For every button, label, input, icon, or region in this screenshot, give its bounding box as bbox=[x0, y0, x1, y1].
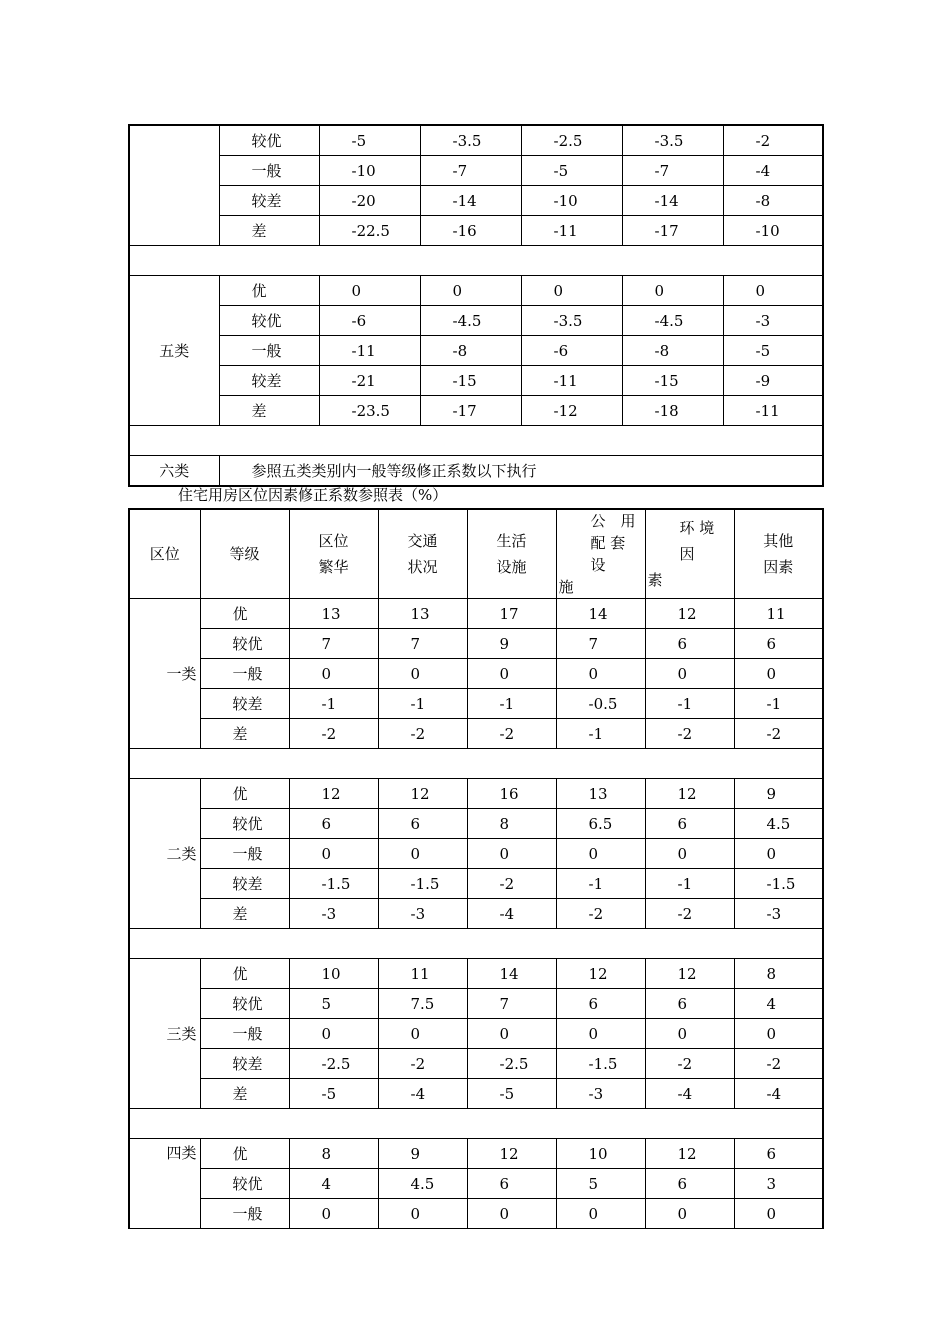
value-cell: 7 bbox=[556, 629, 645, 659]
table-row bbox=[129, 1199, 823, 1229]
value-cell: 0 bbox=[556, 1019, 645, 1049]
value-cell: 0 bbox=[378, 659, 467, 689]
value-cell: 9 bbox=[378, 1139, 467, 1169]
value-cell: -1 bbox=[645, 689, 734, 719]
value-cell: -22.5 bbox=[319, 216, 420, 246]
table-caption: 住宅用房区位因素修正系数参照表（%） bbox=[178, 486, 448, 504]
table-row bbox=[129, 125, 823, 156]
grade-cell: 较优 bbox=[200, 629, 289, 659]
value-cell: 4 bbox=[734, 989, 823, 1019]
table-row bbox=[129, 336, 823, 366]
header-row bbox=[129, 509, 823, 599]
table-row bbox=[129, 1169, 823, 1199]
value-cell: 0 bbox=[289, 659, 378, 689]
correction-table-continued bbox=[128, 124, 824, 487]
value-cell: 0 bbox=[645, 1199, 734, 1229]
grade-cell: 差 bbox=[200, 899, 289, 929]
value-cell: 0 bbox=[378, 839, 467, 869]
value-cell: -20 bbox=[319, 186, 420, 216]
value-cell: 0 bbox=[289, 1199, 378, 1229]
value-cell: 0 bbox=[378, 1019, 467, 1049]
value-cell: -1.5 bbox=[378, 869, 467, 899]
spacer-cell bbox=[129, 246, 823, 276]
value-cell: -3 bbox=[734, 899, 823, 929]
value-cell: 6.5 bbox=[556, 809, 645, 839]
table-row bbox=[129, 629, 823, 659]
table-row bbox=[129, 1139, 823, 1169]
value-cell: 6 bbox=[734, 629, 823, 659]
value-cell: 13 bbox=[289, 599, 378, 629]
value-cell: 0 bbox=[521, 276, 622, 306]
value-cell: 7.5 bbox=[378, 989, 467, 1019]
value-cell: 5 bbox=[556, 1169, 645, 1199]
table-row bbox=[129, 366, 823, 396]
value-cell: 13 bbox=[556, 779, 645, 809]
value-cell: -5 bbox=[319, 125, 420, 156]
value-cell: -4 bbox=[734, 1079, 823, 1109]
value-cell: -11 bbox=[723, 396, 823, 426]
value-cell: -2 bbox=[467, 869, 556, 899]
value-cell: 9 bbox=[467, 629, 556, 659]
header-traffic: 交通 状况 bbox=[378, 509, 467, 599]
value-cell: -3.5 bbox=[622, 125, 723, 156]
grade-cell: 一般 bbox=[200, 1019, 289, 1049]
value-cell: -1.5 bbox=[734, 869, 823, 899]
value-cell: -9 bbox=[723, 366, 823, 396]
value-cell: 6 bbox=[289, 809, 378, 839]
value-cell: 16 bbox=[467, 779, 556, 809]
value-cell: 12 bbox=[645, 599, 734, 629]
value-cell: 12 bbox=[289, 779, 378, 809]
table-row bbox=[129, 839, 823, 869]
table-row bbox=[129, 689, 823, 719]
value-cell: 0 bbox=[378, 1199, 467, 1229]
value-cell: -10 bbox=[319, 156, 420, 186]
value-cell: 6 bbox=[556, 989, 645, 1019]
value-cell: -2.5 bbox=[521, 125, 622, 156]
value-cell: 7 bbox=[467, 989, 556, 1019]
value-cell: 0 bbox=[289, 839, 378, 869]
value-cell: 0 bbox=[734, 1019, 823, 1049]
value-cell: -10 bbox=[723, 216, 823, 246]
note-cell: 参照五类类别内一般等级修正系数以下执行 bbox=[219, 456, 823, 487]
value-cell: 0 bbox=[622, 276, 723, 306]
value-cell: -2 bbox=[734, 719, 823, 749]
value-cell: -1.5 bbox=[289, 869, 378, 899]
value-cell: -2 bbox=[645, 719, 734, 749]
grade-cell: 一般 bbox=[200, 1199, 289, 1229]
value-cell: -11 bbox=[521, 366, 622, 396]
value-cell: 0 bbox=[645, 659, 734, 689]
value-cell: -1 bbox=[734, 689, 823, 719]
value-cell: -3.5 bbox=[521, 306, 622, 336]
grade-cell: 差 bbox=[200, 719, 289, 749]
value-cell: 7 bbox=[289, 629, 378, 659]
value-cell: -3 bbox=[556, 1079, 645, 1109]
value-cell: -15 bbox=[420, 366, 521, 396]
value-cell: 6 bbox=[645, 989, 734, 1019]
grade-cell: 较优 bbox=[219, 125, 319, 156]
value-cell: -16 bbox=[420, 216, 521, 246]
value-cell: 9 bbox=[734, 779, 823, 809]
value-cell: -4 bbox=[723, 156, 823, 186]
value-cell: -1 bbox=[289, 689, 378, 719]
value-cell: 0 bbox=[556, 839, 645, 869]
table-row bbox=[129, 156, 823, 186]
table-row bbox=[129, 719, 823, 749]
value-cell: -2 bbox=[467, 719, 556, 749]
value-cell: -3 bbox=[723, 306, 823, 336]
value-cell: 17 bbox=[467, 599, 556, 629]
category-cell: 五类 bbox=[129, 276, 219, 426]
grade-cell: 优 bbox=[200, 959, 289, 989]
table-row bbox=[129, 276, 823, 306]
grade-cell: 较优 bbox=[200, 809, 289, 839]
value-cell: -8 bbox=[420, 336, 521, 366]
value-cell: 12 bbox=[556, 959, 645, 989]
value-cell: -2 bbox=[378, 1049, 467, 1079]
grade-cell: 一般 bbox=[200, 659, 289, 689]
value-cell: 4.5 bbox=[378, 1169, 467, 1199]
value-cell: -17 bbox=[420, 396, 521, 426]
value-cell: 4.5 bbox=[734, 809, 823, 839]
value-cell: -3 bbox=[378, 899, 467, 929]
value-cell: -2 bbox=[723, 125, 823, 156]
grade-cell: 优 bbox=[200, 599, 289, 629]
category-cell: 三类 bbox=[129, 959, 200, 1109]
value-cell: -1.5 bbox=[556, 1049, 645, 1079]
value-cell: 6 bbox=[467, 1169, 556, 1199]
value-cell: -8 bbox=[622, 336, 723, 366]
value-cell: -5 bbox=[723, 336, 823, 366]
grade-cell: 较优 bbox=[200, 989, 289, 1019]
table-row bbox=[129, 659, 823, 689]
value-cell: -2.5 bbox=[467, 1049, 556, 1079]
value-cell: 13 bbox=[378, 599, 467, 629]
value-cell: -4 bbox=[645, 1079, 734, 1109]
value-cell: -4.5 bbox=[420, 306, 521, 336]
value-cell: 6 bbox=[645, 1169, 734, 1199]
value-cell: 6 bbox=[378, 809, 467, 839]
value-cell: 0 bbox=[723, 276, 823, 306]
value-cell: -3 bbox=[289, 899, 378, 929]
value-cell: 12 bbox=[645, 1139, 734, 1169]
value-cell: -8 bbox=[723, 186, 823, 216]
value-cell: -3.5 bbox=[420, 125, 521, 156]
residential-zone-correction-table bbox=[128, 508, 824, 1229]
spacer-row bbox=[129, 929, 823, 959]
header-zone: 区位 bbox=[129, 509, 200, 599]
spacer-cell bbox=[129, 749, 823, 779]
table-row bbox=[129, 869, 823, 899]
table-row bbox=[129, 216, 823, 246]
value-cell: 0 bbox=[289, 1019, 378, 1049]
value-cell: 0 bbox=[734, 839, 823, 869]
value-cell: 0 bbox=[734, 659, 823, 689]
spacer-cell bbox=[129, 426, 823, 456]
value-cell: -0.5 bbox=[556, 689, 645, 719]
value-cell: 4 bbox=[289, 1169, 378, 1199]
grade-cell: 较差 bbox=[219, 366, 319, 396]
value-cell: -5 bbox=[289, 1079, 378, 1109]
value-cell: -2 bbox=[378, 719, 467, 749]
category-cell: 四类 bbox=[129, 1139, 200, 1229]
value-cell: 11 bbox=[378, 959, 467, 989]
value-cell: -10 bbox=[521, 186, 622, 216]
value-cell: 0 bbox=[420, 276, 521, 306]
grade-cell: 较差 bbox=[200, 1049, 289, 1079]
grade-cell: 优 bbox=[200, 1139, 289, 1169]
value-cell: -14 bbox=[622, 186, 723, 216]
value-cell: 0 bbox=[467, 1019, 556, 1049]
table-row bbox=[129, 779, 823, 809]
table-row bbox=[129, 306, 823, 336]
value-cell: -18 bbox=[622, 396, 723, 426]
category-cell bbox=[129, 125, 219, 246]
grade-cell: 较差 bbox=[200, 869, 289, 899]
value-cell: 6 bbox=[734, 1139, 823, 1169]
table-row bbox=[129, 396, 823, 426]
value-cell: -7 bbox=[420, 156, 521, 186]
value-cell: -1 bbox=[467, 689, 556, 719]
value-cell: 0 bbox=[467, 1199, 556, 1229]
header-environment: 环 境 因 素 bbox=[645, 509, 734, 599]
value-cell: 12 bbox=[378, 779, 467, 809]
table-row bbox=[129, 809, 823, 839]
table-row bbox=[129, 599, 823, 629]
value-cell: 0 bbox=[556, 659, 645, 689]
table-row bbox=[129, 456, 823, 487]
value-cell: -6 bbox=[521, 336, 622, 366]
value-cell: -12 bbox=[521, 396, 622, 426]
header-other-factors: 其他 因素 bbox=[734, 509, 823, 599]
value-cell: -17 bbox=[622, 216, 723, 246]
grade-cell: 较优 bbox=[219, 306, 319, 336]
value-cell: -2 bbox=[645, 899, 734, 929]
value-cell: -15 bbox=[622, 366, 723, 396]
value-cell: -4.5 bbox=[622, 306, 723, 336]
value-cell: 7 bbox=[378, 629, 467, 659]
table-row bbox=[129, 186, 823, 216]
value-cell: -4 bbox=[467, 899, 556, 929]
table-row bbox=[129, 1019, 823, 1049]
grade-cell: 一般 bbox=[200, 839, 289, 869]
category-cell: 六类 bbox=[129, 456, 219, 487]
value-cell: -2 bbox=[645, 1049, 734, 1079]
value-cell: 12 bbox=[645, 779, 734, 809]
value-cell: 14 bbox=[467, 959, 556, 989]
value-cell: 8 bbox=[467, 809, 556, 839]
grade-cell: 较差 bbox=[200, 689, 289, 719]
header-living-facilities: 生活 设施 bbox=[467, 509, 556, 599]
value-cell: 6 bbox=[645, 629, 734, 659]
grade-cell: 一般 bbox=[219, 336, 319, 366]
value-cell: 12 bbox=[467, 1139, 556, 1169]
value-cell: -2.5 bbox=[289, 1049, 378, 1079]
table-row bbox=[129, 989, 823, 1019]
value-cell: 0 bbox=[319, 276, 420, 306]
value-cell: 10 bbox=[289, 959, 378, 989]
value-cell: -1 bbox=[645, 869, 734, 899]
value-cell: 0 bbox=[645, 839, 734, 869]
value-cell: -23.5 bbox=[319, 396, 420, 426]
value-cell: -5 bbox=[467, 1079, 556, 1109]
value-cell: 8 bbox=[289, 1139, 378, 1169]
value-cell: 0 bbox=[556, 1199, 645, 1229]
value-cell: -1 bbox=[378, 689, 467, 719]
table-row bbox=[129, 1079, 823, 1109]
spacer-cell bbox=[129, 929, 823, 959]
value-cell: 11 bbox=[734, 599, 823, 629]
grade-cell: 差 bbox=[219, 396, 319, 426]
value-cell: -1 bbox=[556, 719, 645, 749]
value-cell: -5 bbox=[521, 156, 622, 186]
grade-cell: 较优 bbox=[200, 1169, 289, 1199]
value-cell: -6 bbox=[319, 306, 420, 336]
value-cell: 6 bbox=[645, 809, 734, 839]
spacer-cell bbox=[129, 1109, 823, 1139]
spacer-row bbox=[129, 246, 823, 276]
value-cell: 0 bbox=[645, 1019, 734, 1049]
header-grade: 等级 bbox=[200, 509, 289, 599]
category-cell: 一类 bbox=[129, 599, 200, 749]
value-cell: -4 bbox=[378, 1079, 467, 1109]
value-cell: 5 bbox=[289, 989, 378, 1019]
value-cell: -21 bbox=[319, 366, 420, 396]
grade-cell: 一般 bbox=[219, 156, 319, 186]
grade-cell: 差 bbox=[200, 1079, 289, 1109]
spacer-row bbox=[129, 749, 823, 779]
grade-cell: 较差 bbox=[219, 186, 319, 216]
table-row bbox=[129, 959, 823, 989]
value-cell: -14 bbox=[420, 186, 521, 216]
value-cell: -2 bbox=[734, 1049, 823, 1079]
value-cell: -11 bbox=[319, 336, 420, 366]
grade-cell: 优 bbox=[200, 779, 289, 809]
value-cell: -2 bbox=[556, 899, 645, 929]
header-public-facilities: 公 用 配 套 设 施 bbox=[556, 509, 645, 599]
value-cell: 0 bbox=[467, 839, 556, 869]
value-cell: -1 bbox=[556, 869, 645, 899]
value-cell: 10 bbox=[556, 1139, 645, 1169]
category-cell: 二类 bbox=[129, 779, 200, 929]
value-cell: 8 bbox=[734, 959, 823, 989]
value-cell: 0 bbox=[734, 1199, 823, 1229]
grade-cell: 优 bbox=[219, 276, 319, 306]
value-cell: -2 bbox=[289, 719, 378, 749]
value-cell: 0 bbox=[467, 659, 556, 689]
value-cell: 14 bbox=[556, 599, 645, 629]
spacer-row bbox=[129, 426, 823, 456]
grade-cell: 差 bbox=[219, 216, 319, 246]
table-row bbox=[129, 899, 823, 929]
spacer-row bbox=[129, 1109, 823, 1139]
value-cell: 12 bbox=[645, 959, 734, 989]
value-cell: -7 bbox=[622, 156, 723, 186]
value-cell: -11 bbox=[521, 216, 622, 246]
value-cell: 3 bbox=[734, 1169, 823, 1199]
header-location-prosperity: 区位 繁华 bbox=[289, 509, 378, 599]
table-row bbox=[129, 1049, 823, 1079]
